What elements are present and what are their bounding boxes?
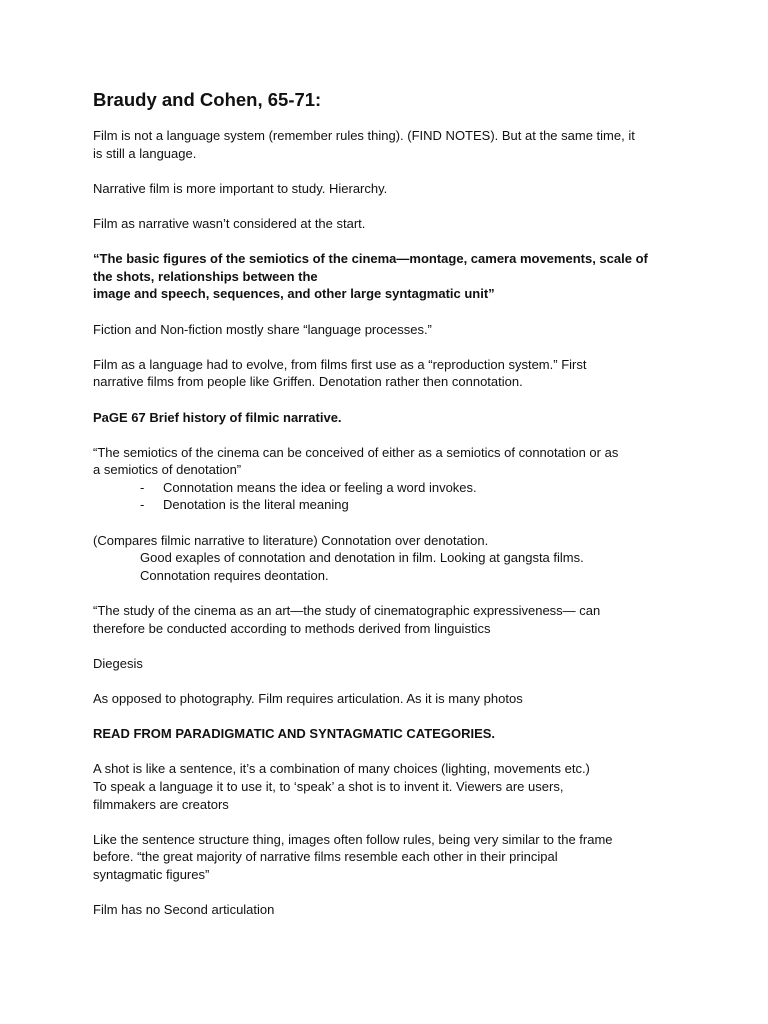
paragraph-narrative-hierarchy (93, 180, 693, 198)
paragraph-fiction-nonfiction (93, 321, 693, 339)
quote-study-of-cinema (93, 602, 693, 637)
paragraph-line: A shot is like a sentence, it’s a combination of many choices (lighting, movements etc.) (93, 761, 590, 777)
paragraph-line: Connotation requires deontation. (140, 567, 329, 583)
section-heading-line: PaGE 67 Brief history of filmic narrative. (93, 409, 342, 425)
quote-line: “The semiotics of the cinema can be conceived of either as a semiotics of connotation or as (93, 444, 619, 460)
section-heading-page-67 (93, 409, 693, 427)
section-heading-read-from (93, 725, 693, 743)
quote-line: the shots, relationships between the (93, 268, 318, 284)
paragraph-line: narrative films from people like Griffen. Denotation rather then connotation. (93, 374, 523, 390)
list-item-text: Denotation is the literal meaning (163, 497, 349, 513)
quote-semiotics (93, 444, 693, 514)
paragraph-line: Diegesis (93, 655, 143, 671)
quote-line: “The basic figures of the semiotics of the cinema—montage, camera movements, scale of (93, 251, 648, 267)
list-item (93, 496, 693, 514)
paragraph-line: As opposed to photography. Film requires articulation. As it is many photos (93, 691, 523, 706)
paragraph-compares-literature (93, 532, 693, 585)
list-item-text: Connotation means the idea or feeling a word invokes. (163, 479, 477, 495)
paragraph-line: Good exaples of connotation and denotation in film. Looking at gangsta films. (140, 550, 584, 566)
paragraph-line: Film has no Second articulation (93, 902, 275, 918)
paragraph-narrative-start (93, 215, 693, 233)
bullet-dash: - (140, 479, 145, 495)
paragraph-second-articulation (93, 901, 693, 919)
paragraph-line: Film as narrative wasn’t considered at the start. (93, 215, 366, 231)
paragraph-line: Narrative film is more important to study. Hierarchy. (93, 180, 388, 196)
section-heading-line: READ FROM PARADIGMATIC AND SYNTAGMATIC CATEGORIES. (93, 726, 496, 742)
bullet-list (93, 479, 693, 514)
page-title: Braudy and Cohen, 65-71: (93, 89, 322, 110)
quote-line: therefore be conducted according to methods derived from linguistics (93, 620, 491, 636)
spacer (93, 514, 693, 532)
paragraph-line: filmmakers are creators (93, 796, 229, 812)
paragraph-shot-sentence (93, 760, 693, 813)
paragraph-line: (Compares filmic narrative to literature) Connotation over denotation. (93, 532, 489, 548)
paragraph-line: syntagmatic figures” (93, 866, 210, 882)
paragraph-line: Like the sentence structure thing, images often follow rules, being very similar to the frame (93, 831, 613, 847)
document-page (93, 88, 693, 936)
quote-line: a semiotics of denotation” (93, 462, 242, 478)
quote-line: “The study of the cinema as an art—the study of cinematographic expressiveness— can (93, 603, 601, 619)
paragraph-sentence-structure (93, 831, 693, 884)
paragraph-photography (93, 690, 693, 708)
paragraph-language-evolve (93, 356, 693, 391)
paragraph-line: before. “the great majority of narrative films resemble each other in their principal (93, 849, 558, 865)
list-item (93, 479, 693, 497)
paragraph-line: is still a language. (93, 145, 197, 161)
paragraph-line: Fiction and Non-fiction mostly share “language processes.” (93, 321, 432, 337)
paragraph-diegesis (93, 655, 693, 673)
bullet-dash: - (140, 497, 145, 513)
paragraph-line: Film as a language had to evolve, from films first use as a “reproduction system.” First (93, 356, 587, 372)
quote-basic-figures (93, 250, 693, 303)
paragraph-film-language (93, 127, 693, 162)
paragraph-line: Film is not a language system (remember rules thing). (FIND NOTES). But at the same time, it (93, 128, 635, 143)
paragraph-line: To speak a language it to use it, to ‘speak’ a shot is to invent it. Viewers are users, (93, 778, 564, 794)
quote-line: image and speech, sequences, and other large syntagmatic unit” (93, 286, 495, 302)
